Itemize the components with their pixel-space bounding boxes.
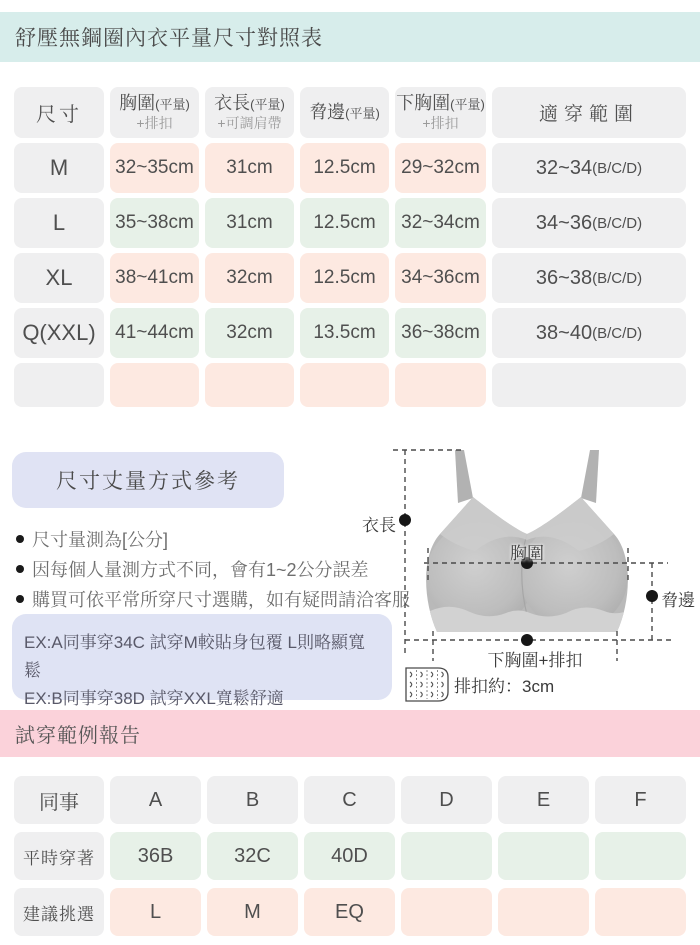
empty-cell <box>205 363 294 407</box>
length-dot <box>399 514 411 526</box>
bullet-icon <box>16 535 24 543</box>
fitting-report-table <box>14 776 686 936</box>
empty-cell <box>300 363 389 407</box>
underbust-dot <box>521 634 533 646</box>
fit-cell: 36~38 (B/C/D) <box>492 253 686 303</box>
side-cell: 12.5cm <box>300 253 389 303</box>
example-line: EX:B同事穿38D 試穿XXL寬鬆舒適 <box>24 689 284 708</box>
col-header-side: 脅邊(平量) <box>300 87 389 138</box>
bust-cell: 38~41cm <box>110 253 199 303</box>
empty-cell <box>110 363 199 407</box>
size-cell: M <box>14 143 104 193</box>
underbust-cell: 29~32cm <box>395 143 486 193</box>
page-title: 舒壓無鋼圈內衣平量尺寸對照表 <box>15 27 323 50</box>
report-value-cell: EQ <box>304 888 395 936</box>
example-fit-box <box>12 614 392 708</box>
underbust-cell: 36~38cm <box>395 308 486 358</box>
report-col-header: D <box>401 776 492 824</box>
length-cell: 31cm <box>205 143 294 193</box>
note-item: 購買可依平常所穿尺寸選購，如有疑問請洽客服 <box>16 584 476 614</box>
size-chart-table <box>14 87 686 407</box>
bust-cell: 35~38cm <box>110 198 199 248</box>
note-item: 因每個人量測方式不同，會有1~2公分誤差 <box>16 554 476 584</box>
report-value-cell: 32C <box>207 832 298 880</box>
report-col-header: A <box>110 776 201 824</box>
side-cell: 12.5cm <box>300 143 389 193</box>
report-value-cell: L <box>110 888 201 936</box>
bust-cell: 41~44cm <box>110 308 199 358</box>
measure-guide-heading: 尺寸丈量方式參考 <box>12 452 284 508</box>
report-col-header: C <box>304 776 395 824</box>
report-value-cell <box>401 888 492 936</box>
bra-strap-left <box>455 450 473 503</box>
empty-fit-cell <box>492 363 686 407</box>
length-cell: 32cm <box>205 253 294 303</box>
report-col-header: B <box>207 776 298 824</box>
example-line: EX:A同事穿34C 試穿M較貼身包覆 L則略顯寬鬆 <box>24 633 365 680</box>
col-header-fit: 適穿範圍 <box>492 87 686 138</box>
report-value-cell <box>595 888 686 936</box>
empty-size-cell <box>14 363 104 407</box>
report-value-cell: M <box>207 888 298 936</box>
note-item: 尺寸量測為[公分] <box>16 524 476 554</box>
length-cell: 32cm <box>205 308 294 358</box>
size-cell: Q(XXL) <box>14 308 104 358</box>
bust-label: 胸圍 <box>510 544 544 563</box>
report-row-label: 平時穿著 <box>14 832 104 880</box>
fit-cell: 32~34 (B/C/D) <box>492 143 686 193</box>
fitting-report-bar <box>0 710 700 757</box>
bullet-icon <box>16 565 24 573</box>
report-value-cell: 40D <box>304 832 395 880</box>
bullet-icon <box>16 595 24 603</box>
length-cell: 31cm <box>205 198 294 248</box>
col-header-bust: 胸圍(平量) +排扣 <box>110 87 199 138</box>
underbust-label: 下胸圍+排扣 <box>487 651 583 670</box>
underbust-cell: 32~34cm <box>395 198 486 248</box>
size-cell: XL <box>14 253 104 303</box>
report-col-header: 同事 <box>14 776 104 824</box>
bra-strap-right <box>581 450 599 503</box>
empty-cell <box>395 363 486 407</box>
size-cell: L <box>14 198 104 248</box>
side-cell: 13.5cm <box>300 308 389 358</box>
fit-cell: 34~36 (B/C/D) <box>492 198 686 248</box>
report-value-cell <box>498 888 589 936</box>
col-header-size: 尺寸 <box>14 87 104 138</box>
report-col-header: F <box>595 776 686 824</box>
underbust-cell: 34~36cm <box>395 253 486 303</box>
report-col-header: E <box>498 776 589 824</box>
length-label: 衣長 <box>362 516 396 535</box>
bust-cell: 32~35cm <box>110 143 199 193</box>
hook-closure-icon <box>406 668 448 701</box>
report-row-label: 建議挑選 <box>14 888 104 936</box>
page-title-bar <box>0 12 700 62</box>
col-header-length: 衣長(平量) +可調肩帶 <box>205 87 294 138</box>
bra-measure-diagram <box>360 435 700 710</box>
col-header-underbust: 下胸圍(平量) +排扣 <box>395 87 486 138</box>
side-dot <box>646 590 658 602</box>
fitting-report-title: 試穿範例報告 <box>15 725 141 747</box>
report-value-cell <box>401 832 492 880</box>
side-label: 脅邊 <box>661 591 695 610</box>
report-value-cell <box>595 832 686 880</box>
side-cell: 12.5cm <box>300 198 389 248</box>
fit-cell: 38~40 (B/C/D) <box>492 308 686 358</box>
report-value-cell: 36B <box>110 832 201 880</box>
report-value-cell <box>498 832 589 880</box>
hook-width-label: 排扣約：3cm <box>454 677 555 696</box>
